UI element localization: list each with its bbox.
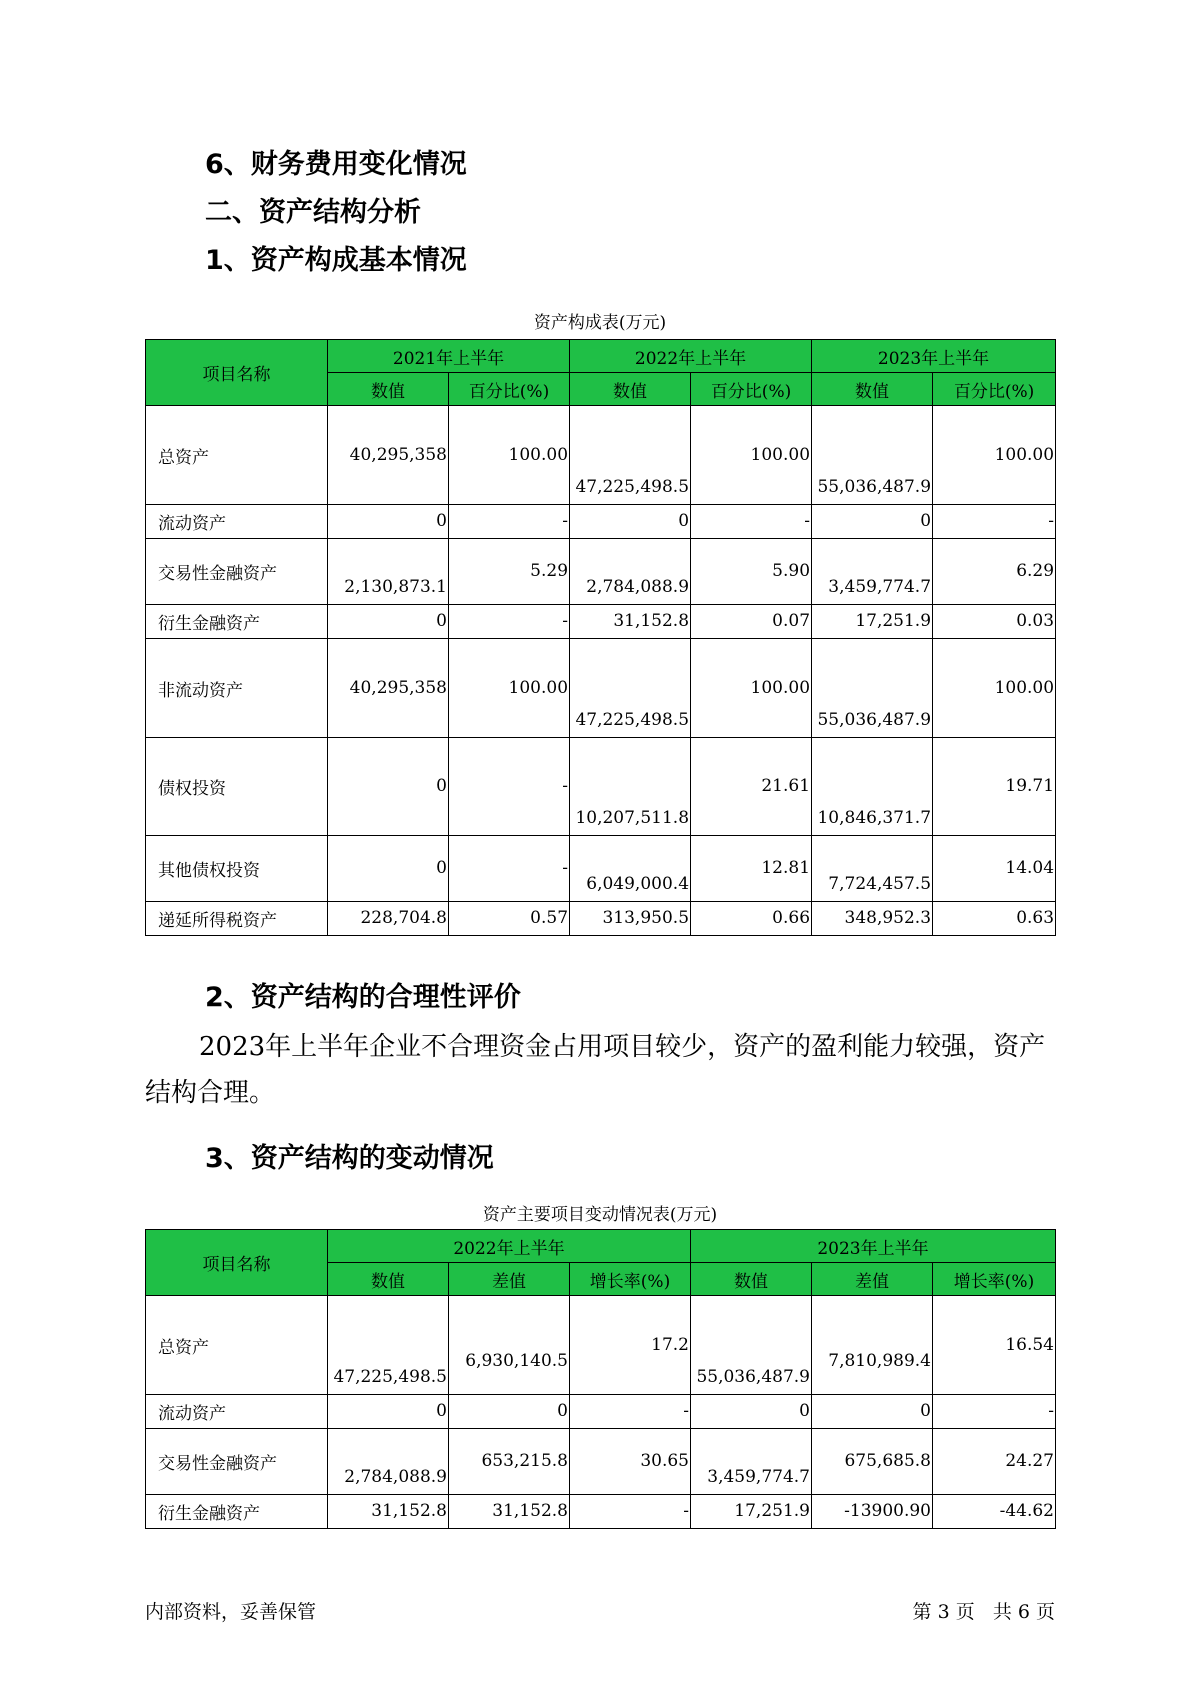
table-cell: 0.07 <box>691 605 812 639</box>
evaluation-paragraph <box>145 1024 1055 1116</box>
table-cell: 5.29 <box>449 539 570 605</box>
section-heading-structure-change: 3、资产结构的变动情况 <box>205 1143 494 1174</box>
table-cell: 31,152.8 <box>570 605 691 639</box>
table-cell: 0 <box>328 738 449 836</box>
table-cell: 100.00 <box>933 406 1056 505</box>
section-heading-asset-structure: 二、资产结构分析 <box>205 197 421 228</box>
row-label: 递延所得税资产 <box>146 902 328 936</box>
table-cell: 19.71 <box>933 738 1056 836</box>
table-cell: 10,846,371.7 <box>812 738 933 836</box>
table-cell: 653,215.8 <box>449 1429 570 1495</box>
section-heading-asset-composition: 1、资产构成基本情况 <box>205 245 467 276</box>
table-cell: 21.61 <box>691 738 812 836</box>
table-cell: - <box>933 1395 1056 1429</box>
row-label: 总资产 <box>146 406 328 505</box>
table-cell: 675,685.8 <box>812 1429 933 1495</box>
table-cell: 0 <box>449 1395 570 1429</box>
table-cell: 100.00 <box>691 639 812 738</box>
table-cell: 3,459,774.7 <box>812 539 933 605</box>
table2-subheader: 数值 <box>328 1263 449 1296</box>
row-label: 交易性金融资产 <box>146 539 328 605</box>
footer-page-number: 第 3 页 共 6 页 <box>912 1601 1055 1623</box>
table-cell: 14.04 <box>933 836 1056 902</box>
table-cell: 0.57 <box>449 902 570 936</box>
table-cell: -13900.90 <box>812 1495 933 1529</box>
asset-change-table <box>145 1229 1056 1529</box>
table-cell: 0 <box>570 505 691 539</box>
row-label: 其他债权投资 <box>146 836 328 902</box>
table-cell: 0.66 <box>691 902 812 936</box>
evaluation-text: 2023年上半年企业不合理资金占用项目较少，资产的盈利能力较强，资产结构合理。 <box>145 1032 1046 1108</box>
section-heading-structure-evaluation: 2、资产结构的合理性评价 <box>205 982 521 1013</box>
table-cell: 31,152.8 <box>449 1495 570 1529</box>
table-row <box>146 1495 1056 1529</box>
table1-subheader: 数值 <box>328 373 449 406</box>
table-row <box>146 505 1056 539</box>
table-cell: 0 <box>328 1395 449 1429</box>
table-cell: - <box>570 1395 691 1429</box>
table-cell: 100.00 <box>449 406 570 505</box>
table-cell: 47,225,498.5 <box>570 406 691 505</box>
table-cell: 2,130,873.1 <box>328 539 449 605</box>
table-cell: 6,930,140.5 <box>449 1296 570 1395</box>
table2-group-header: 2023年上半年 <box>691 1230 1056 1263</box>
table1-subheader: 百分比(%) <box>933 373 1056 406</box>
row-label: 衍生金融资产 <box>146 1495 328 1529</box>
table2-subheader: 数值 <box>691 1263 812 1296</box>
table-cell: 5.90 <box>691 539 812 605</box>
row-label: 债权投资 <box>146 738 328 836</box>
table2-subheader: 增长率(%) <box>933 1263 1056 1296</box>
table-cell: 40,295,358 <box>328 639 449 738</box>
table-row <box>146 836 1056 902</box>
table2-subheader: 差值 <box>449 1263 570 1296</box>
table-cell: 31,152.8 <box>328 1495 449 1529</box>
table-cell: - <box>449 605 570 639</box>
table-cell: 6.29 <box>933 539 1056 605</box>
row-label: 总资产 <box>146 1296 328 1395</box>
table-row <box>146 902 1056 936</box>
table-cell: 0 <box>328 836 449 902</box>
table-cell: 55,036,487.9 <box>812 406 933 505</box>
table1-group-header: 2023年上半年 <box>812 340 1056 373</box>
table2-header-name: 项目名称 <box>146 1230 328 1296</box>
table1-subheader: 百分比(%) <box>449 373 570 406</box>
table-cell: 0 <box>691 1395 812 1429</box>
row-label: 流动资产 <box>146 505 328 539</box>
table2-group-header: 2022年上半年 <box>328 1230 691 1263</box>
table1-group-header: 2022年上半年 <box>570 340 812 373</box>
table1-caption: 资产构成表(万元) <box>533 313 667 333</box>
table-cell: 100.00 <box>933 639 1056 738</box>
table-cell: 17.2 <box>570 1296 691 1395</box>
table1-subheader: 数值 <box>570 373 691 406</box>
table-cell: - <box>691 505 812 539</box>
table-row <box>146 1296 1056 1395</box>
table-cell: 3,459,774.7 <box>691 1429 812 1495</box>
table-cell: 2,784,088.9 <box>328 1429 449 1495</box>
table-cell: - <box>570 1495 691 1529</box>
table-cell: - <box>449 738 570 836</box>
table-row <box>146 639 1056 738</box>
table2-subheader: 差值 <box>812 1263 933 1296</box>
table-cell: 55,036,487.9 <box>691 1296 812 1395</box>
row-label: 流动资产 <box>146 1395 328 1429</box>
table-cell: 55,036,487.9 <box>812 639 933 738</box>
table-row <box>146 406 1056 505</box>
table-cell: 17,251.9 <box>691 1495 812 1529</box>
table1-subheader: 数值 <box>812 373 933 406</box>
row-label: 衍生金融资产 <box>146 605 328 639</box>
asset-composition-table <box>145 339 1056 936</box>
row-label: 交易性金融资产 <box>146 1429 328 1495</box>
section-heading-financial-expense: 6、财务费用变化情况 <box>205 149 467 180</box>
table-cell: 16.54 <box>933 1296 1056 1395</box>
table-cell: 0 <box>812 505 933 539</box>
table-cell: 348,952.3 <box>812 902 933 936</box>
table-row <box>146 605 1056 639</box>
table-cell: 40,295,358 <box>328 406 449 505</box>
table1-subheader: 百分比(%) <box>691 373 812 406</box>
table-row <box>146 738 1056 836</box>
table-cell: 10,207,511.8 <box>570 738 691 836</box>
table-cell: 47,225,498.5 <box>570 639 691 738</box>
table-cell: - <box>449 505 570 539</box>
table-cell: 313,950.5 <box>570 902 691 936</box>
table-cell: 2,784,088.9 <box>570 539 691 605</box>
table-cell: 7,810,989.4 <box>812 1296 933 1395</box>
table-cell: 100.00 <box>449 639 570 738</box>
row-label: 非流动资产 <box>146 639 328 738</box>
table-cell: 0.63 <box>933 902 1056 936</box>
table-cell: -44.62 <box>933 1495 1056 1529</box>
footer-confidential-note: 内部资料，妥善保管 <box>145 1601 317 1623</box>
table-cell: 0 <box>328 505 449 539</box>
table-cell: 0.03 <box>933 605 1056 639</box>
table-cell: - <box>933 505 1056 539</box>
table2-subheader: 增长率(%) <box>570 1263 691 1296</box>
table-cell: 0 <box>328 605 449 639</box>
table-cell: 6,049,000.4 <box>570 836 691 902</box>
table-cell: 100.00 <box>691 406 812 505</box>
table-cell: 47,225,498.5 <box>328 1296 449 1395</box>
table2-caption: 资产主要项目变动情况表(万元) <box>482 1205 718 1225</box>
table1-header-name: 项目名称 <box>146 340 328 406</box>
table-row <box>146 1429 1056 1495</box>
table-cell: - <box>449 836 570 902</box>
table-cell: 7,724,457.5 <box>812 836 933 902</box>
table1-group-header: 2021年上半年 <box>328 340 570 373</box>
table-cell: 30.65 <box>570 1429 691 1495</box>
table-cell: 24.27 <box>933 1429 1056 1495</box>
table-cell: 228,704.8 <box>328 902 449 936</box>
table-cell: 17,251.9 <box>812 605 933 639</box>
table-row <box>146 1395 1056 1429</box>
table-row <box>146 539 1056 605</box>
table-cell: 0 <box>812 1395 933 1429</box>
table-cell: 12.81 <box>691 836 812 902</box>
